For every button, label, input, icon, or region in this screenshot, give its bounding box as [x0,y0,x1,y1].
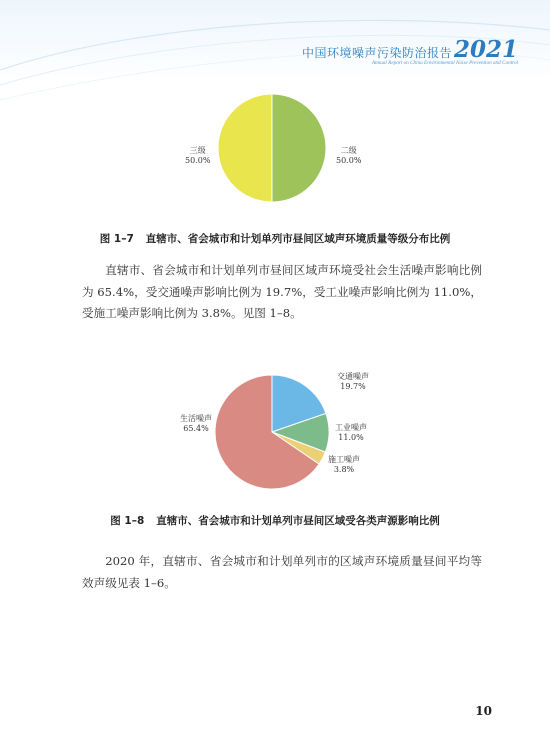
pie1-label-grade3-name: 三级 [189,146,206,155]
pie1-slice-0 [272,94,326,202]
pie2-label-social-name: 生活噪声 [180,414,212,423]
pie-chart-quality-grades [217,93,327,203]
figure-1-8-caption [0,513,550,528]
pie2-label-industry-value: 11.0% [338,433,364,442]
pie2-label-traffic [337,372,369,392]
pie-chart-noise-sources [214,374,330,490]
figure-1-8-number: 图 1–8 [110,515,145,527]
report-year: 2021 [453,36,518,63]
figure-1-7-number: 图 1–7 [99,233,134,245]
pie2-label-construction [328,455,360,475]
pie2-label-construction-value: 3.8% [333,465,355,474]
pie1-label-grade2-value: 50.0% [336,156,362,165]
pie1-label-grade3-value: 50.0% [185,156,211,165]
pie2-label-traffic-value: 19.7% [340,382,366,391]
pie1-label-grade2 [336,146,361,166]
pie1-slice-1 [218,94,272,202]
report-subtitle: Annual Report on China Environmental Noise Prevention and Control [371,60,518,66]
figure-1-8-text: 直辖市、省会城市和计划单列市昼间区域受各类声源影响比例 [156,515,440,527]
pie2-label-social-value: 65.4% [183,424,209,433]
pie2-label-social [180,414,212,434]
report-title [302,36,518,63]
pie1-label-grade3 [185,146,210,166]
pie2-label-industry [335,423,367,443]
figure-1-7-text: 直辖市、省会城市和计划单列市昼间区域声环境质量等级分布比例 [145,233,451,245]
pie1-label-grade2-name: 二级 [340,146,357,155]
figure-1-7-caption [0,231,550,246]
paragraph-noise-sources: 直辖市、省会城市和计划单列市昼间区域声环境受社会生活噪声影响比例为 65.4%，受交通噪声影响比例为 19.7%，受工业噪声影响比例为 11.0%，受施工噪声影响比例为 3.8%。见图 1–8。 [82,263,482,320]
pie2-label-construction-name: 施工噪声 [328,455,360,464]
pie2-label-industry-name: 工业噪声 [335,423,367,432]
report-title-text: 中国环境噪声污染防治报告 [301,46,452,60]
pie2-label-traffic-name: 交通噪声 [337,372,369,381]
paragraph-table-reference: 2020 年，直辖市、省会城市和计划单列市的区域声环境质量昼间平均等效声级见表 1–6。 [82,554,482,590]
page-number: 10 [475,704,492,718]
